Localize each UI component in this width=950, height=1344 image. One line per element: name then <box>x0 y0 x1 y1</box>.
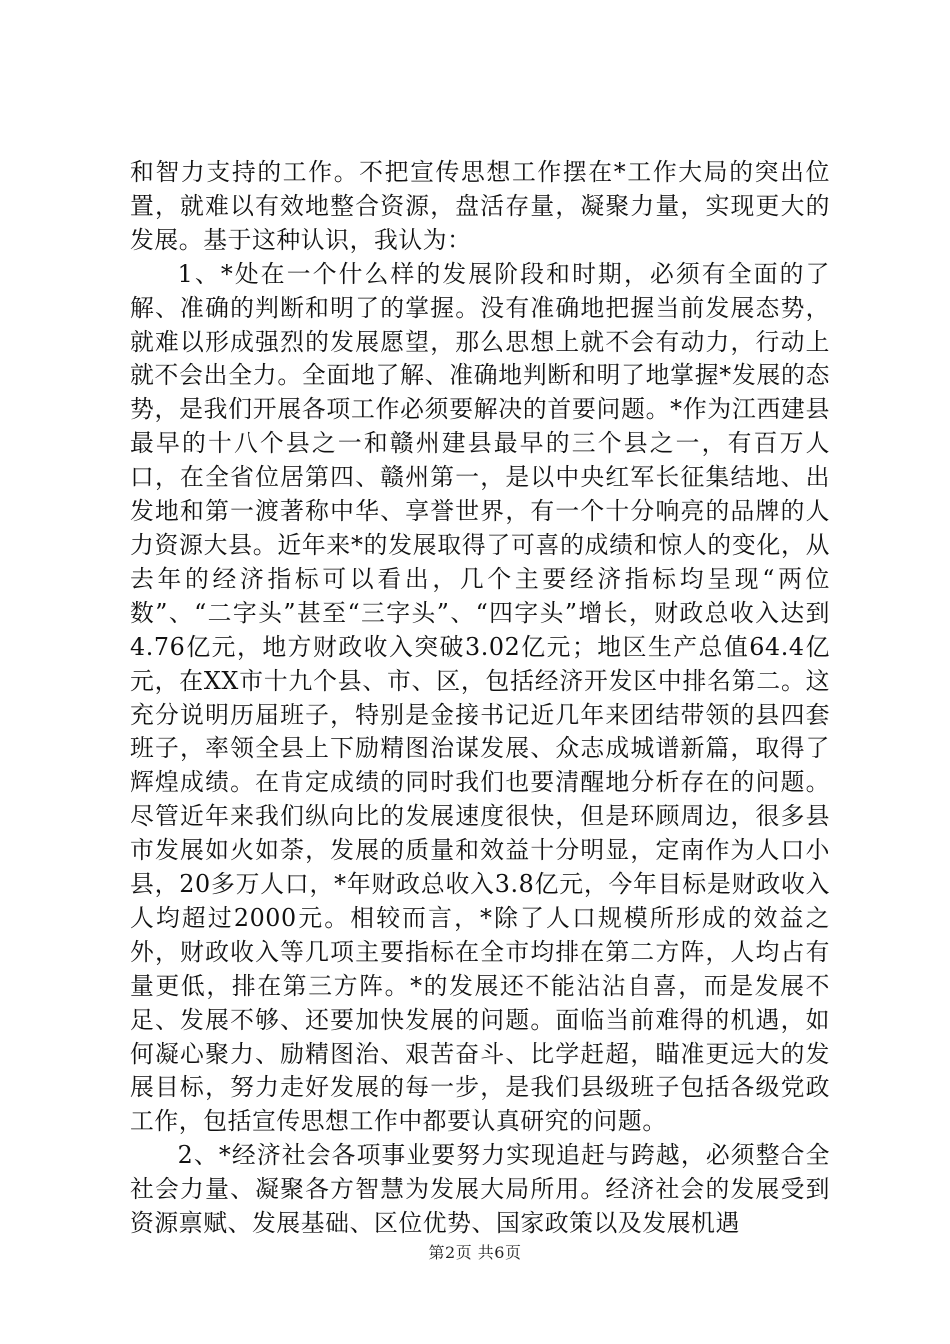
paragraph: 1、*处在一个什么样的发展阶段和时期，必须有全面的了解、准确的判断和明了的掌握。没有准确地把握当前发展态势，就难以形成强烈的发展愿望，那么思想上就不会有动力，行动上就不会出全力。全面地了解、准确地判断和明了地掌握*发展的态势，是我们开展各项工作必须要解决的首要问题。*作为江西建县最早的十八个县之一和赣州建县最早的三个县之一，有百万人口，在全省位居第四、赣州第一，是以中央红军长征集结地、出发地和第一渡著称中华、享誉世界，有一个十分响亮的品牌的人力资源大县。近年来*的发展取得了可喜的成绩和惊人的变化，从去年的经济指标可以看出，几个主要经济指标均呈现“两位数”、“二字头”甚至“三字头”、“四字头”增长，财政总收入达到4.76亿元，地方财政收入突破3.02亿元；地区生产总值64.4亿元，在XX市十九个县、市、区，包括经济开发区中排名第二。这充分说明历届班子，特别是金接书记近几年来团结带领的县四套班子，率领全县上下励精图治谋发展、众志成城谱新篇，取得了辉煌成绩。在肯定成绩的同时我们也要清醒地分析存在的问题。尽管近年来我们纵向比的发展速度很快，但是环顾周边，很多县市发展如火如荼，发展的质量和效益十分明显，定南作为人口小县，20多万人口，*年财政总收入3.8亿元，今年目标是财政收入人均超过2000元。相较而言，*除了人口规模所形成的效益之外，财政收入等几项主要指标在全市均排在第二方阵，人均占有量更低，排在第三方阵。*的发展还不能沾沾自喜，而是发展不足、发展不够、还要加快发展的问题。面临当前难得的机遇，如何凝心聚力、励精图治、艰苦奋斗、比学赶超，瞄准更远大的发展目标，努力走好发展的每一步，是我们县级班子包括各级党政工作，包括宣传思想工作中都要认真研究的问题。 <box>130 259 830 1136</box>
document-body <box>130 156 830 1241</box>
paragraph: 和智力支持的工作。不把宣传思想工作摆在*工作大局的突出位置，就难以有效地整合资源，盘活存量，凝聚力量，实现更大的发展。基于这种认识，我认为： <box>130 158 830 254</box>
paragraph: 2、*经济社会各项事业要努力实现追赶与跨越，必须整合全社会力量、凝聚各方智慧为发展大局所用。经济社会的发展受到资源禀赋、发展基础、区位优势、国家政策以及发展机遇 <box>130 1141 830 1238</box>
page-number-footer: 第2页 共6页 <box>428 1243 522 1262</box>
